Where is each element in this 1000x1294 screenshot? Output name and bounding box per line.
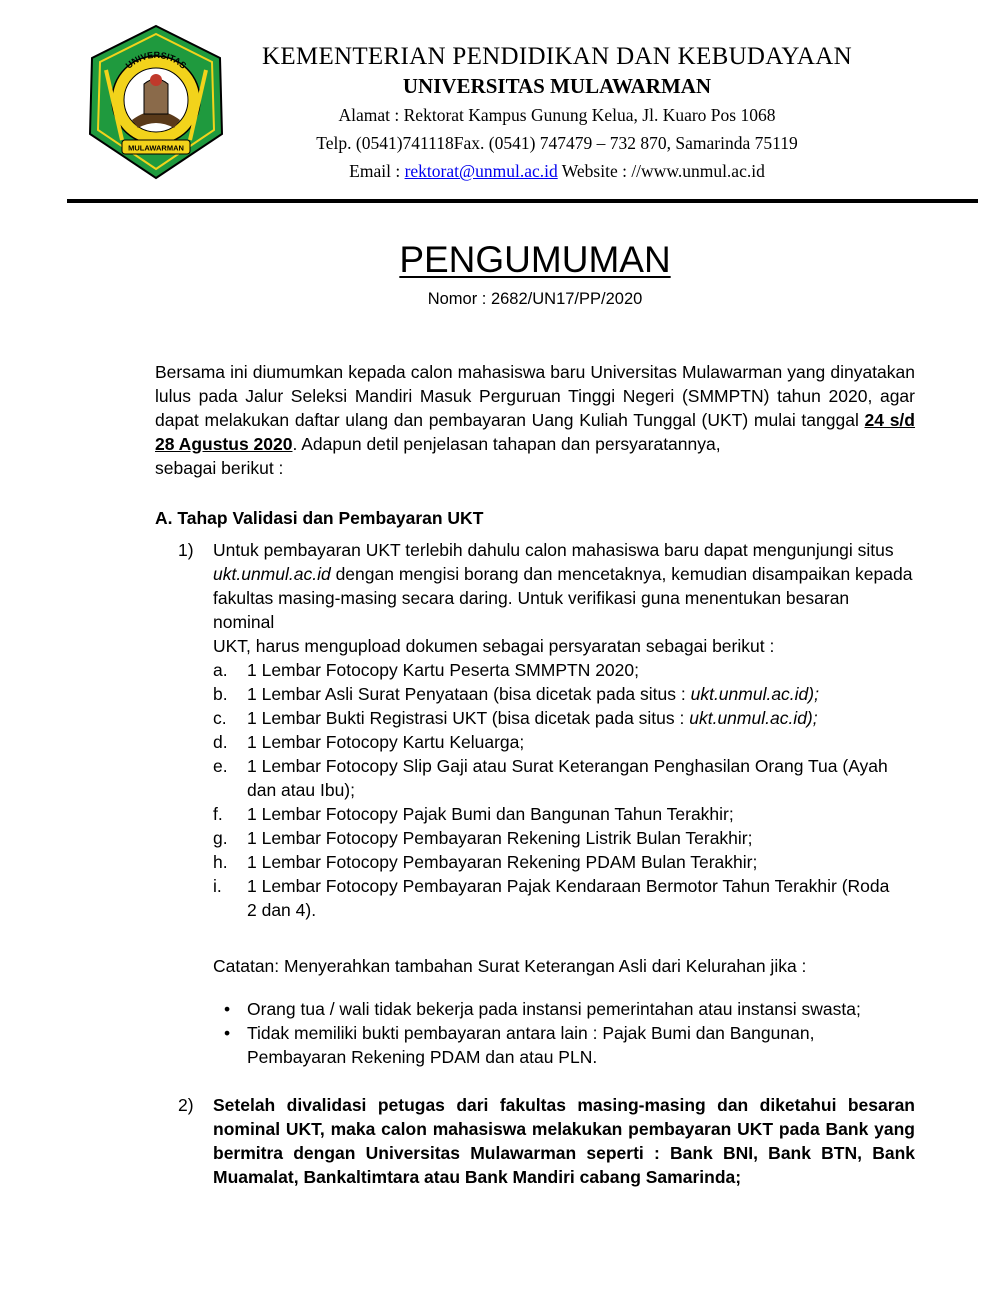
- item-line: ukt.unmul.ac.id dengan mengisi borang dan mencetaknya, kemudian disampaikan kepada: [213, 564, 913, 584]
- item-line: Untuk pembayaran UKT terlebih dahulu calon mahasiswa baru dapat mengunjungi situs: [213, 540, 894, 560]
- item-line: fakultas masing-masing secara daring. Untuk verifikasi guna menentukan besaran nominal: [213, 588, 850, 632]
- email-link[interactable]: rektorat@unmul.ac.id: [404, 161, 558, 181]
- website-text: Website : //www.unmul.ac.id: [557, 161, 765, 181]
- announcement-title: PENGUMUMAN: [399, 239, 671, 280]
- requirement-item: a. 1 Lembar Fotocopy Kartu Peserta SMMPTN 2020;: [213, 660, 639, 680]
- requirement-item: f. 1 Lembar Fotocopy Pajak Bumi dan Bangunan Tahun Terakhir;: [213, 804, 734, 824]
- intro-text: Bersama ini diumumkan kepada calon mahasiswa baru Universitas Mulawarman yang dinyatakan lulus pada Jalur Seleksi Mandiri Masuk Perguruan Tinggi Negeri (SMMPTN) tahun 2020, agar dapat melakukan daftar ulang dan pembayaran Uang Kuliah Tunggal (UKT) mulai tanggal: [155, 362, 915, 430]
- announcement-number: Nomor : 2682/UN17/PP/2020: [427, 290, 643, 308]
- list-item-2: [178, 1093, 915, 1189]
- requirement-item: c. 1 Lembar Bukti Registrasi UKT (bisa dicetak pada situs : ukt.unmul.ac.id);: [213, 708, 818, 728]
- logo-text-top: UNIVERSITAS: [123, 49, 189, 71]
- site-url: ukt.unmul.ac.id: [213, 564, 331, 584]
- note-text: Catatan: Menyerahkan tambahan Surat Keterangan Asli dari Kelurahan jika :: [213, 956, 807, 976]
- intro-text-after: . Adapun detil penjelasan tahapan dan persyaratannya,: [292, 434, 721, 454]
- email-label: Email :: [349, 161, 405, 181]
- requirement-item: e. 1 Lembar Fotocopy Slip Gaji atau Surat Keterangan Penghasilan Orang Tua (Ayah dan atau Ibu);: [213, 756, 888, 800]
- item-number: 1): [178, 540, 194, 560]
- university-name: UNIVERSITAS MULAWARMAN: [402, 74, 712, 98]
- intro-paragraph: [155, 360, 915, 480]
- bullet-icon: •: [224, 1023, 231, 1043]
- item-line: UKT, harus mengupload dokumen sebagai persyaratan sebagai berikut :: [213, 636, 775, 656]
- requirement-item: h. 1 Lembar Fotocopy Pembayaran Rekening PDAM Bulan Terakhir;: [213, 852, 758, 872]
- requirement-item: i. 1 Lembar Fotocopy Pembayaran Pajak Kendaraan Bermotor Tahun Terakhir (Roda 2 dan 4).: [213, 876, 890, 920]
- requirement-item: b. 1 Lembar Asli Surat Penyataan (bisa dicetak pada situs : ukt.unmul.ac.id);: [213, 684, 819, 704]
- item-text: Setelah divalidasi petugas dari fakultas masing-masing dan diketahui besaran nominal UKT, maka calon mahasiswa melakukan pembayaran UKT pada Bank yang bermitra dengan Universitas Mulawarman seperti : Bank BNI, Bank BTN, Bank Muamalat, Bankaltimtara atau Bank Mandiri cabang Samarinda;: [213, 1095, 915, 1187]
- registration-date: 24 s/d 28 Agustus 2020: [155, 410, 915, 454]
- phone-line: Telp. (0541)741118Fax. (0541) 747479 – 732 870, Samarinda 75119: [316, 133, 798, 153]
- requirement-item: d. 1 Lembar Fotocopy Kartu Keluarga;: [213, 732, 525, 752]
- header-divider: [67, 199, 978, 203]
- item-number: 2): [178, 1095, 194, 1115]
- intro-last-line: sebagai berikut :: [155, 458, 284, 478]
- address-line: Alamat : Rektorat Kampus Gunung Kelua, Jl. Kuaro Pos 1068: [338, 105, 776, 125]
- bullet-item: • Tidak memiliki bukti pembayaran antara lain : Pajak Bumi dan Bangunan, Pembayaran Rekening PDAM dan atau PLN.: [224, 1023, 815, 1067]
- logo-text-bottom: MULAWARMAN: [128, 143, 184, 153]
- letterhead: [232, 42, 882, 184]
- university-logo: [82, 22, 230, 182]
- ministry-name: KEMENTERIAN PENDIDIKAN DAN KEBUDAYAAN: [261, 43, 852, 70]
- requirement-item: g. 1 Lembar Fotocopy Pembayaran Rekening Listrik Bulan Terakhir;: [213, 828, 753, 848]
- bullet-item: • Orang tua / wali tidak bekerja pada instansi pemerintahan atau instansi swasta;: [224, 999, 861, 1019]
- section-heading: A. Tahap Validasi dan Pembayaran UKT: [155, 508, 484, 528]
- bullet-icon: •: [224, 999, 231, 1019]
- list-item-1: [178, 538, 915, 658]
- contact-line: [232, 158, 882, 184]
